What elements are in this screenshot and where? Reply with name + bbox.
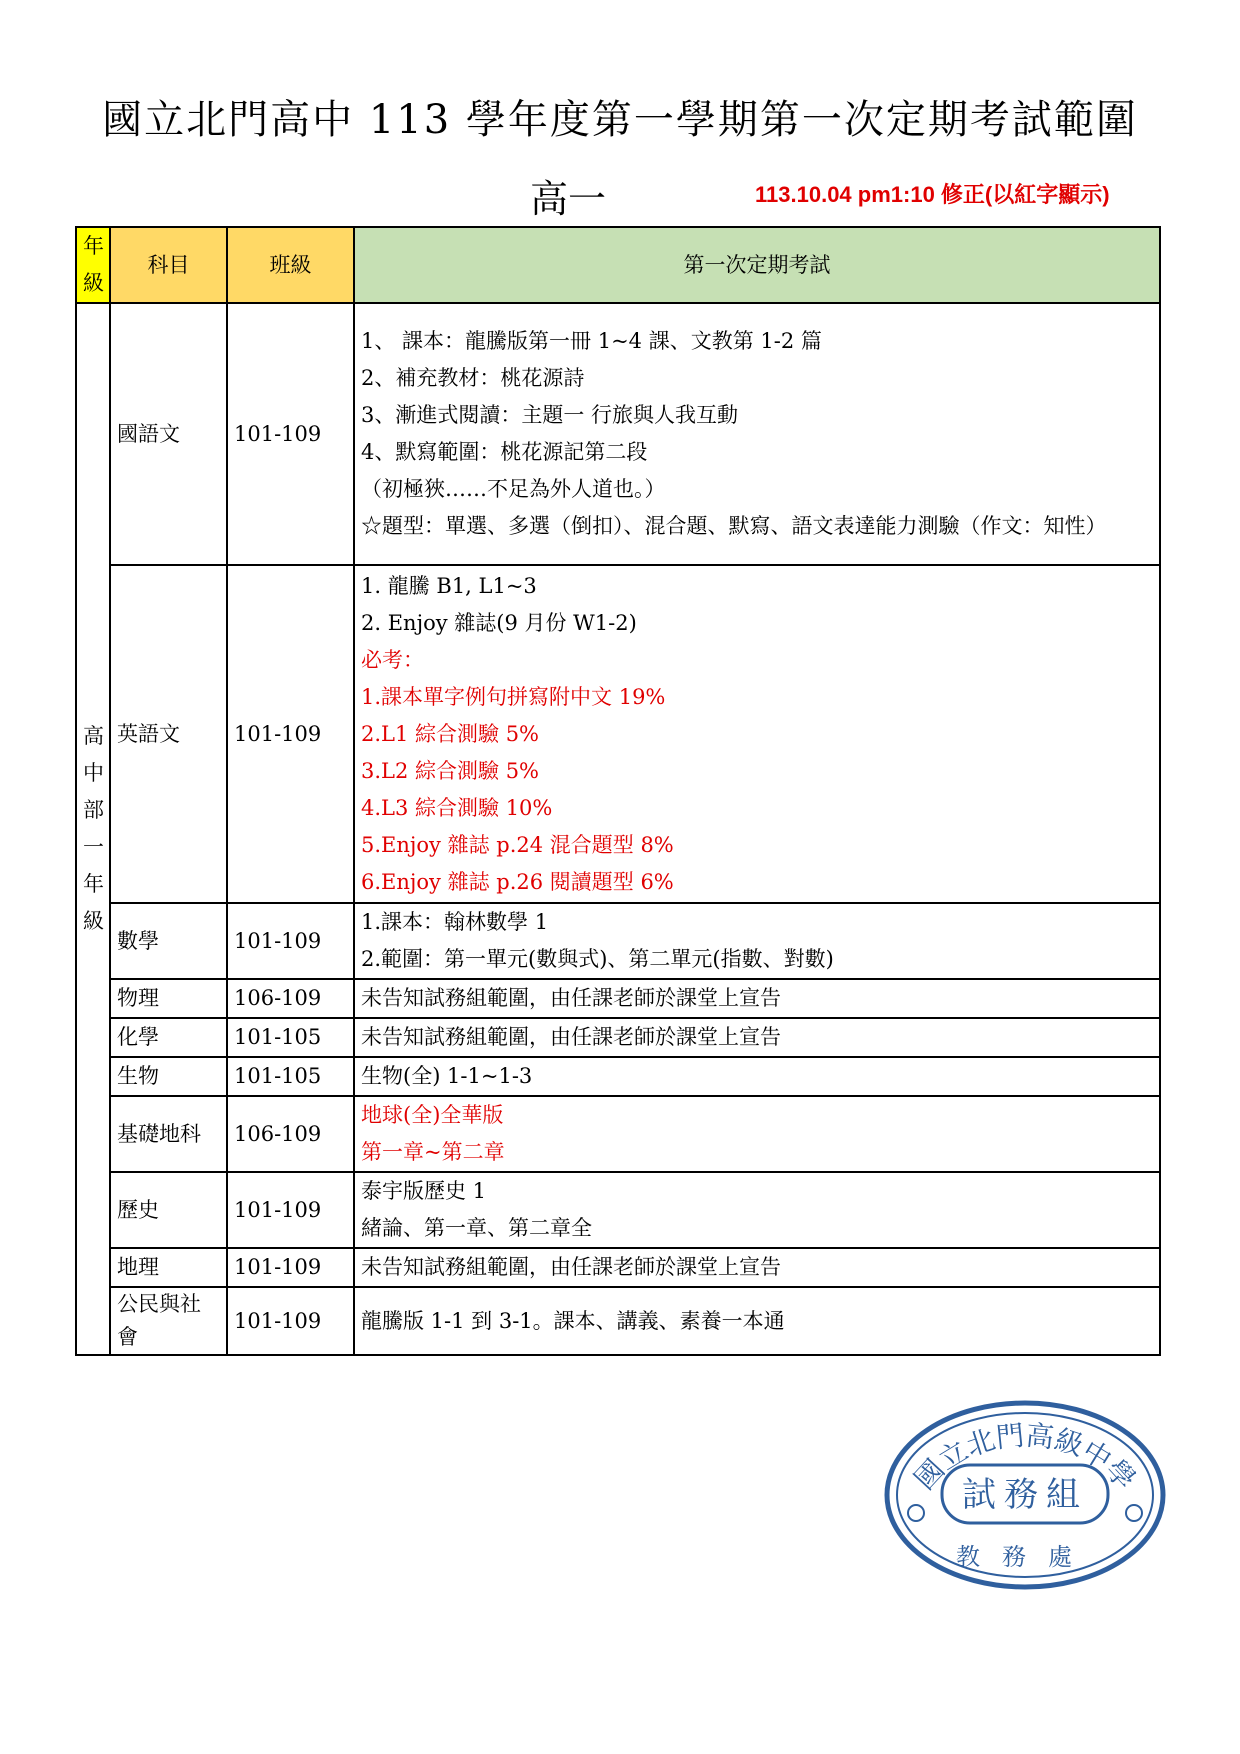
content-cell — [354, 303, 1160, 565]
revision-note: 113.10.04 pm1:10 修正(以紅字顯示) — [755, 182, 1110, 207]
content-line: 生物(全) 1-1~1-3 — [361, 1064, 533, 1088]
content-line: 4.L3 綜合測驗 10% — [361, 795, 553, 820]
content-line: 2.範圍：第一單元(數與式)、第二單元(指數、對數) — [361, 947, 834, 971]
table-row — [76, 1057, 1160, 1096]
table-row — [76, 303, 1160, 565]
class-cell: 106-109 — [227, 979, 354, 1018]
header-content: 第一次定期考試 — [354, 227, 1160, 303]
content-line: 龍騰版 1-1 到 3-1。課本、講義、素養一本通 — [361, 1308, 785, 1333]
subject-cell: 物理 — [110, 979, 227, 1018]
subject-cell: 基礎地科 — [110, 1096, 227, 1172]
content-line: 5.Enjoy 雜誌 p.24 混合題型 8% — [361, 832, 674, 857]
table-row — [76, 565, 1160, 903]
content-cell — [354, 1287, 1160, 1355]
subject-cell: 歷史 — [110, 1172, 227, 1248]
class-cell: 101-105 — [227, 1018, 354, 1057]
grade-char: 高 — [83, 724, 104, 748]
content-cell — [354, 1096, 1160, 1172]
table-row — [76, 979, 1160, 1018]
content-line: 1.課本：翰林數學 1 — [361, 910, 549, 934]
subject-cell: 英語文 — [110, 565, 227, 903]
subject-cell: 地理 — [110, 1248, 227, 1287]
content-cell — [354, 903, 1160, 979]
content-line: 未告知試務組範圍，由任課老師於課堂上宣告 — [361, 986, 781, 1010]
grade-char: 中 — [83, 761, 104, 785]
subject-cell: 國語文 — [110, 303, 227, 565]
content-line: 2.L1 綜合測驗 5% — [361, 721, 540, 746]
grade-char: 一 — [83, 835, 104, 859]
header-grade — [76, 227, 110, 303]
class-cell: 101-109 — [227, 1248, 354, 1287]
table-row — [76, 1172, 1160, 1248]
table-row — [76, 1248, 1160, 1287]
content-line: 2、補充教材：桃花源詩 — [361, 366, 585, 390]
content-line: 泰宇版歷史 1 — [361, 1179, 487, 1203]
grade-subtitle: 高一 — [530, 177, 607, 221]
content-line: （初極狹……不足為外人道也。） — [361, 477, 666, 501]
grade-cell — [76, 303, 110, 1355]
subject-cell: 生物 — [110, 1057, 227, 1096]
class-cell: 101-109 — [227, 903, 354, 979]
table-row — [76, 903, 1160, 979]
class-cell: 101-109 — [227, 303, 354, 565]
class-cell: 101-109 — [227, 1287, 354, 1355]
content-line: 緒論、第一章、第二章全 — [361, 1216, 592, 1240]
content-line: 地球(全)全華版 — [361, 1103, 504, 1127]
content-line: 1. 龍騰 B1, L1~3 — [361, 573, 537, 598]
content-line: 必考： — [361, 647, 424, 672]
content-cell — [354, 1057, 1160, 1096]
content-line: 2. Enjoy 雜誌(9 月份 W1-2) — [361, 610, 637, 635]
exam-scope-table — [75, 226, 1161, 1356]
stamp-center-text: 試務組 — [962, 1475, 1088, 1515]
content-line: 3、漸進式閱讀：主題一 行旅與人我互動 — [361, 403, 739, 427]
content-line: 1.課本單字例句拼寫附中文 19% — [361, 684, 666, 709]
content-line: ☆題型：單選、多選（倒扣）、混合題、默寫、語文表達能力測驗（作文：知性） — [361, 514, 1107, 538]
subject-cell: 數學 — [110, 903, 227, 979]
content-line: 第一章~第二章 — [361, 1140, 505, 1164]
grade-char: 部 — [83, 798, 104, 822]
grade-char: 年 — [83, 872, 104, 896]
content-cell — [354, 979, 1160, 1018]
class-cell: 101-109 — [227, 1172, 354, 1248]
content-line: 未告知試務組範圍，由任課老師於課堂上宣告 — [361, 1025, 781, 1049]
grade-char: 級 — [83, 909, 104, 933]
table-header-row — [76, 227, 1160, 303]
content-line: 4、默寫範圍：桃花源記第二段 — [361, 440, 648, 464]
subject-cell: 化學 — [110, 1018, 227, 1057]
content-cell — [354, 1018, 1160, 1057]
class-cell: 106-109 — [227, 1096, 354, 1172]
class-cell: 101-105 — [227, 1057, 354, 1096]
content-line: 6.Enjoy 雜誌 p.26 閱讀題型 6% — [361, 869, 674, 894]
content-line: 未告知試務組範圍，由任課老師於課堂上宣告 — [361, 1255, 781, 1279]
header-subject: 科目 — [110, 227, 227, 303]
content-cell — [354, 565, 1160, 903]
content-line: 1、 課本：龍騰版第一冊 1~4 課、文教第 1-2 篇 — [361, 329, 822, 353]
office-seal-stamp — [880, 1395, 1170, 1590]
header-grade-char: 級 — [83, 271, 104, 295]
content-line: 3.L2 綜合測驗 5% — [361, 758, 540, 783]
page-title: 國立北門高中 113 學年度第一學期第一次定期考試範圍 — [102, 97, 1138, 143]
table-row — [76, 1287, 1160, 1355]
class-cell: 101-109 — [227, 565, 354, 903]
table-row — [76, 1096, 1160, 1172]
subject-cell: 公民與社會 — [110, 1287, 227, 1355]
header-class: 班級 — [227, 227, 354, 303]
header-grade-char: 年 — [83, 234, 104, 258]
stamp-bottom-text: 教務處 — [956, 1543, 1094, 1571]
content-cell — [354, 1248, 1160, 1287]
stamp-ring-text: 國立北門高級中學 — [907, 1418, 1143, 1497]
content-cell — [354, 1172, 1160, 1248]
table-row — [76, 1018, 1160, 1057]
